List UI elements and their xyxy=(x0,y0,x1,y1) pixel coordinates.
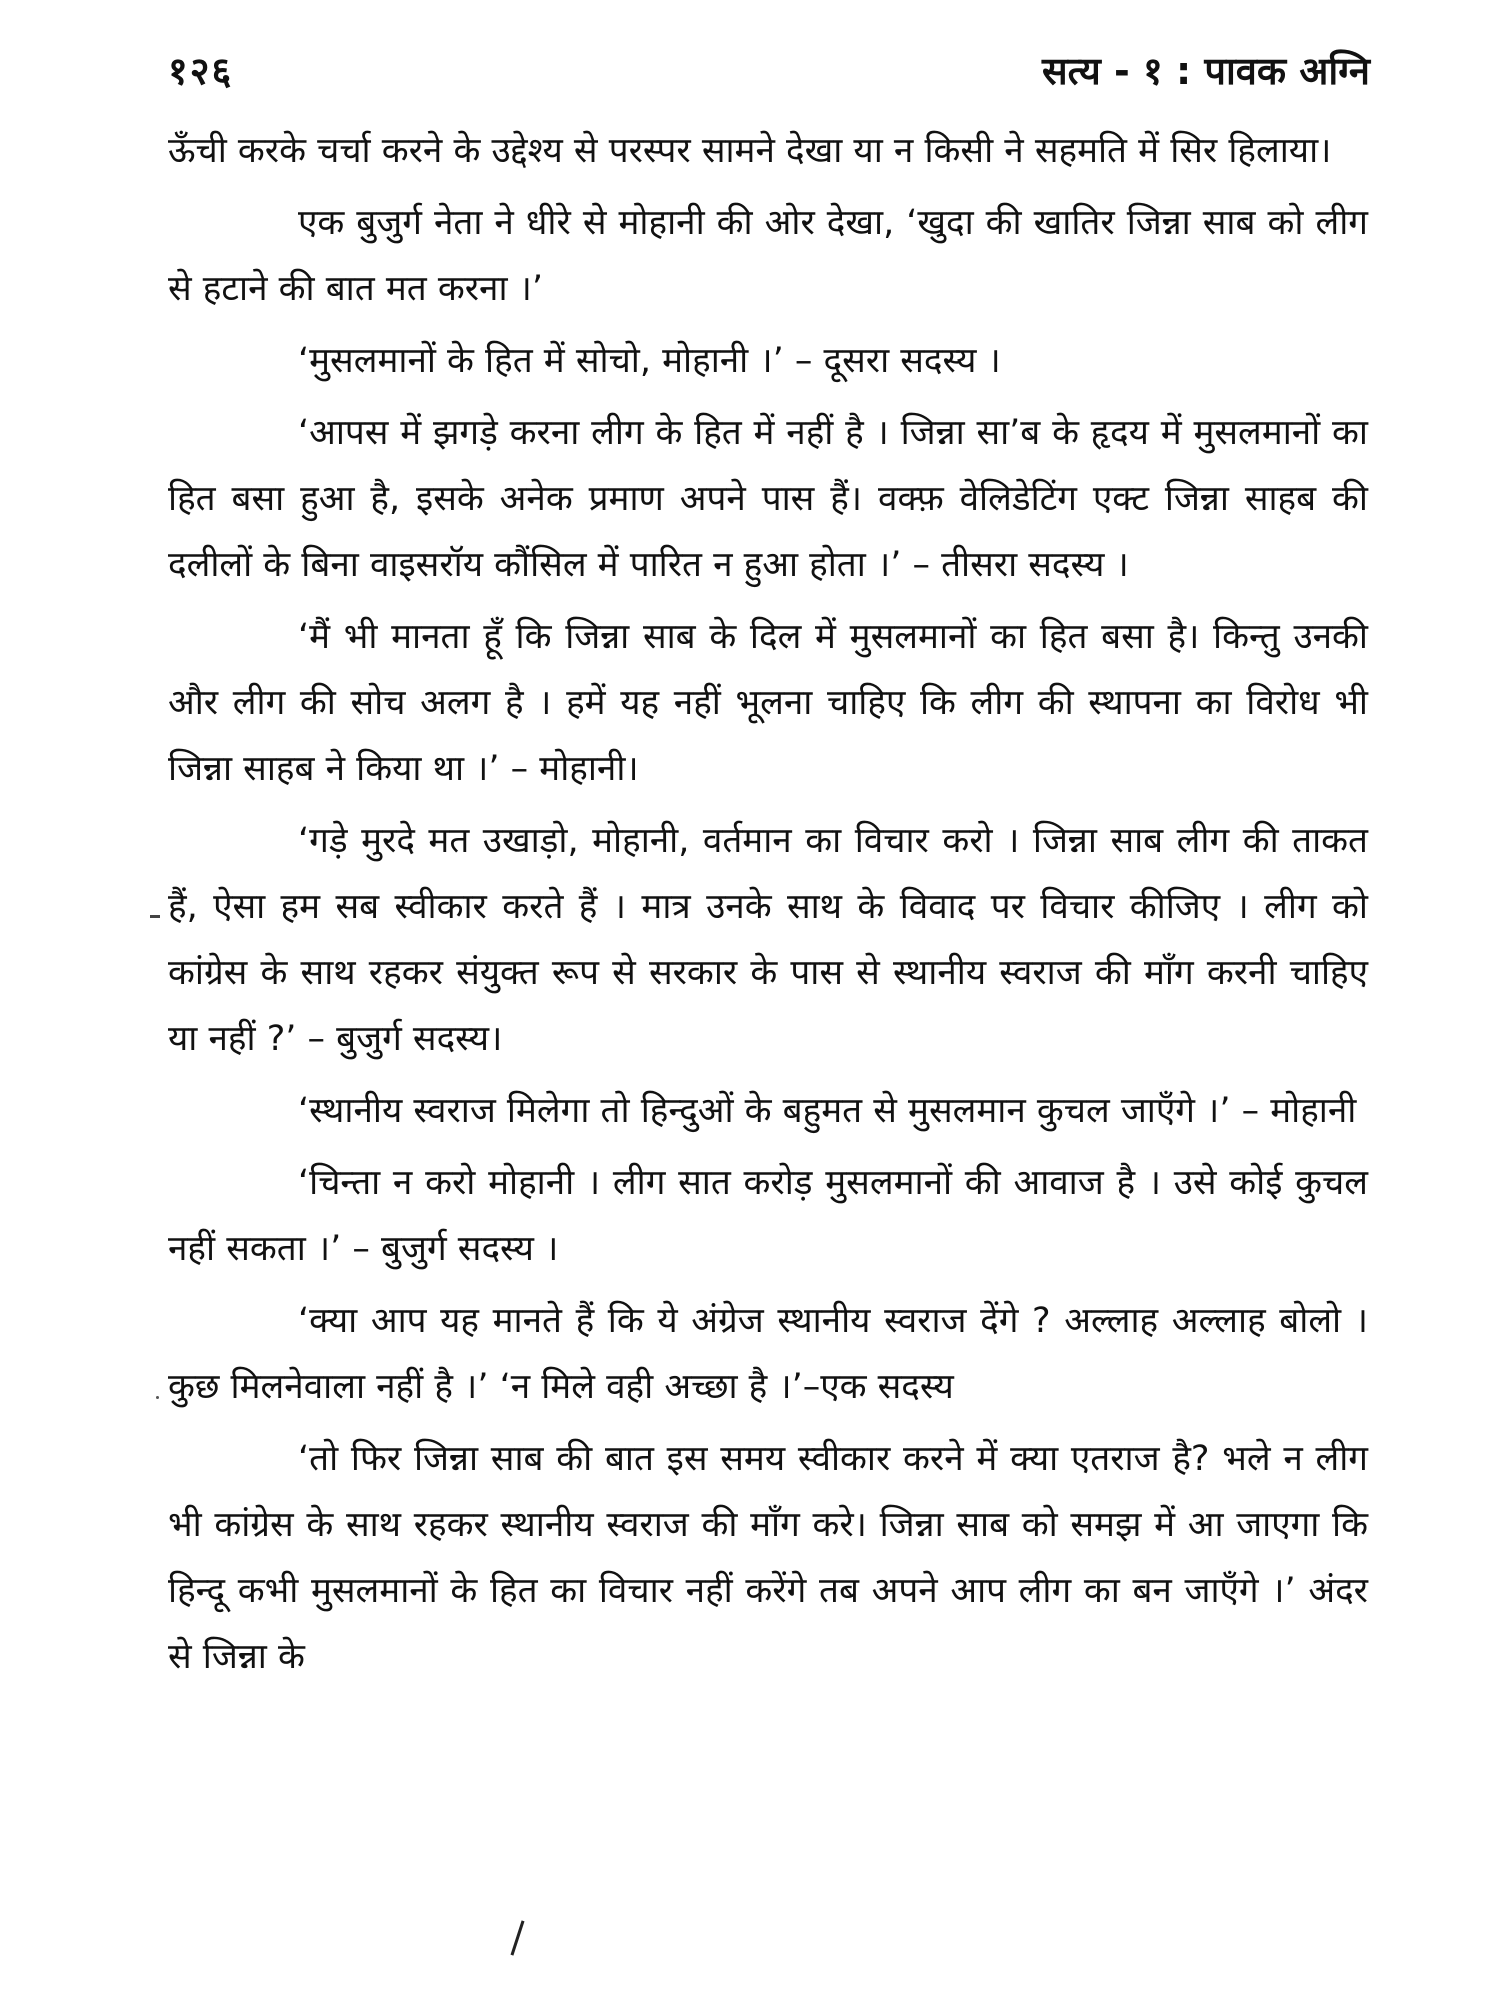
paragraph: ‘मैं भी मानता हूँ कि जिन्ना साब के दिल में मुसलमानों का हित बसा है। किन्तु उनकी और लीग की सोच अलग है । हमें यह नहीं भूलना चाहिए कि लीग की स्थापना का विरोध भी जिन्ना साहब ने किया था ।’ – मोहानी। xyxy=(168,617,1368,789)
paragraph: ‘तो फिर जिन्ना साब की बात इस समय स्वीकार करने में क्या एतराज है? भले न लीग भी कांग्रेस के साथ रहकर स्थानीय स्वराज की माँग करे। जिन्ना साब को समझ में आ जाएगा कि हिन्दू कभी मुसलमानों के हित का विचार नहीं करेंगे तब अपने आप लीग का बन जाएँगे ।’ अंदर से जिन्ना के xyxy=(168,1439,1368,1677)
paragraph: ‘चिन्ता न करो मोहानी । लीग सात करोड़ मुसलमानों की आवाज है । उसे कोई कुचल नहीं सकता ।’ – बुजुर्ग सदस्य । xyxy=(168,1163,1368,1269)
running-title: सत्य - १ : पावक अग्नि xyxy=(1041,49,1370,93)
margin-dot-mark xyxy=(156,1396,159,1399)
paragraph: ‘स्थानीय स्वराज मिलेगा तो हिन्दुओं के बहुमत से मुसलमान कुचल जाएँगे ।’ – मोहानी xyxy=(298,1091,1357,1131)
paragraph: ऊँची करके चर्चा करने के उद्देश्य से परस्पर सामने देखा या न किसी ने सहमति में सिर हिलाया। xyxy=(168,131,1332,171)
paragraph: ‘आपस में झगड़े करना लीग के हित में नहीं है । जिन्ना सा’ब के हृदय में मुसलमानों का हित बसा हुआ है, इसके अनेक प्रमाण अपने पास हैं। वक्फ़ वेलिडेटिंग एक्ट जिन्ना साहब की दलीलों के बिना वाइसरॉय कौंसिल में पारित न हुआ होता ।’ – तीसरा सदस्य । xyxy=(168,413,1368,585)
paragraph: एक बुजुर्ग नेता ने धीरे से मोहानी की ओर देखा, ‘खुदा की खातिर जिन्ना साब को लीग से हटाने की बात मत करना ।’ xyxy=(168,203,1368,309)
page-header xyxy=(168,40,1370,100)
body-text xyxy=(168,118,1368,1696)
paragraph: ‘गड़े मुरदे मत उखाड़ो, मोहानी, वर्तमान का विचार करो । जिन्ना साब लीग की ताकत हैं, ऐसा हम सब स्वीकार करते हैं । मात्र उनके साथ के विवाद पर विचार कीजिए । लीग को कांग्रेस के साथ रहकर संयुक्त रूप से सरकार के पास से स्थानीय स्वराज की माँग करनी चाहिए या नहीं ?’ – बुजुर्ग सदस्य। xyxy=(168,821,1368,1059)
paragraph: ‘मुसलमानों के हित में सोचो, मोहानी ।’ – दूसरा सदस्य । xyxy=(298,341,1001,381)
pen-stroke-mark xyxy=(511,1920,525,1955)
page-number: १२६ xyxy=(168,49,234,93)
paragraph: ‘क्या आप यह मानते हैं कि ये अंग्रेज स्थानीय स्वराज देंगे ? अल्लाह अल्लाह बोलो । कुछ मिलनेवाला नहीं है ।’ ‘न मिले वही अच्छा है ।’–एक सदस्य xyxy=(168,1301,1368,1407)
margin-tick-mark xyxy=(150,915,160,918)
